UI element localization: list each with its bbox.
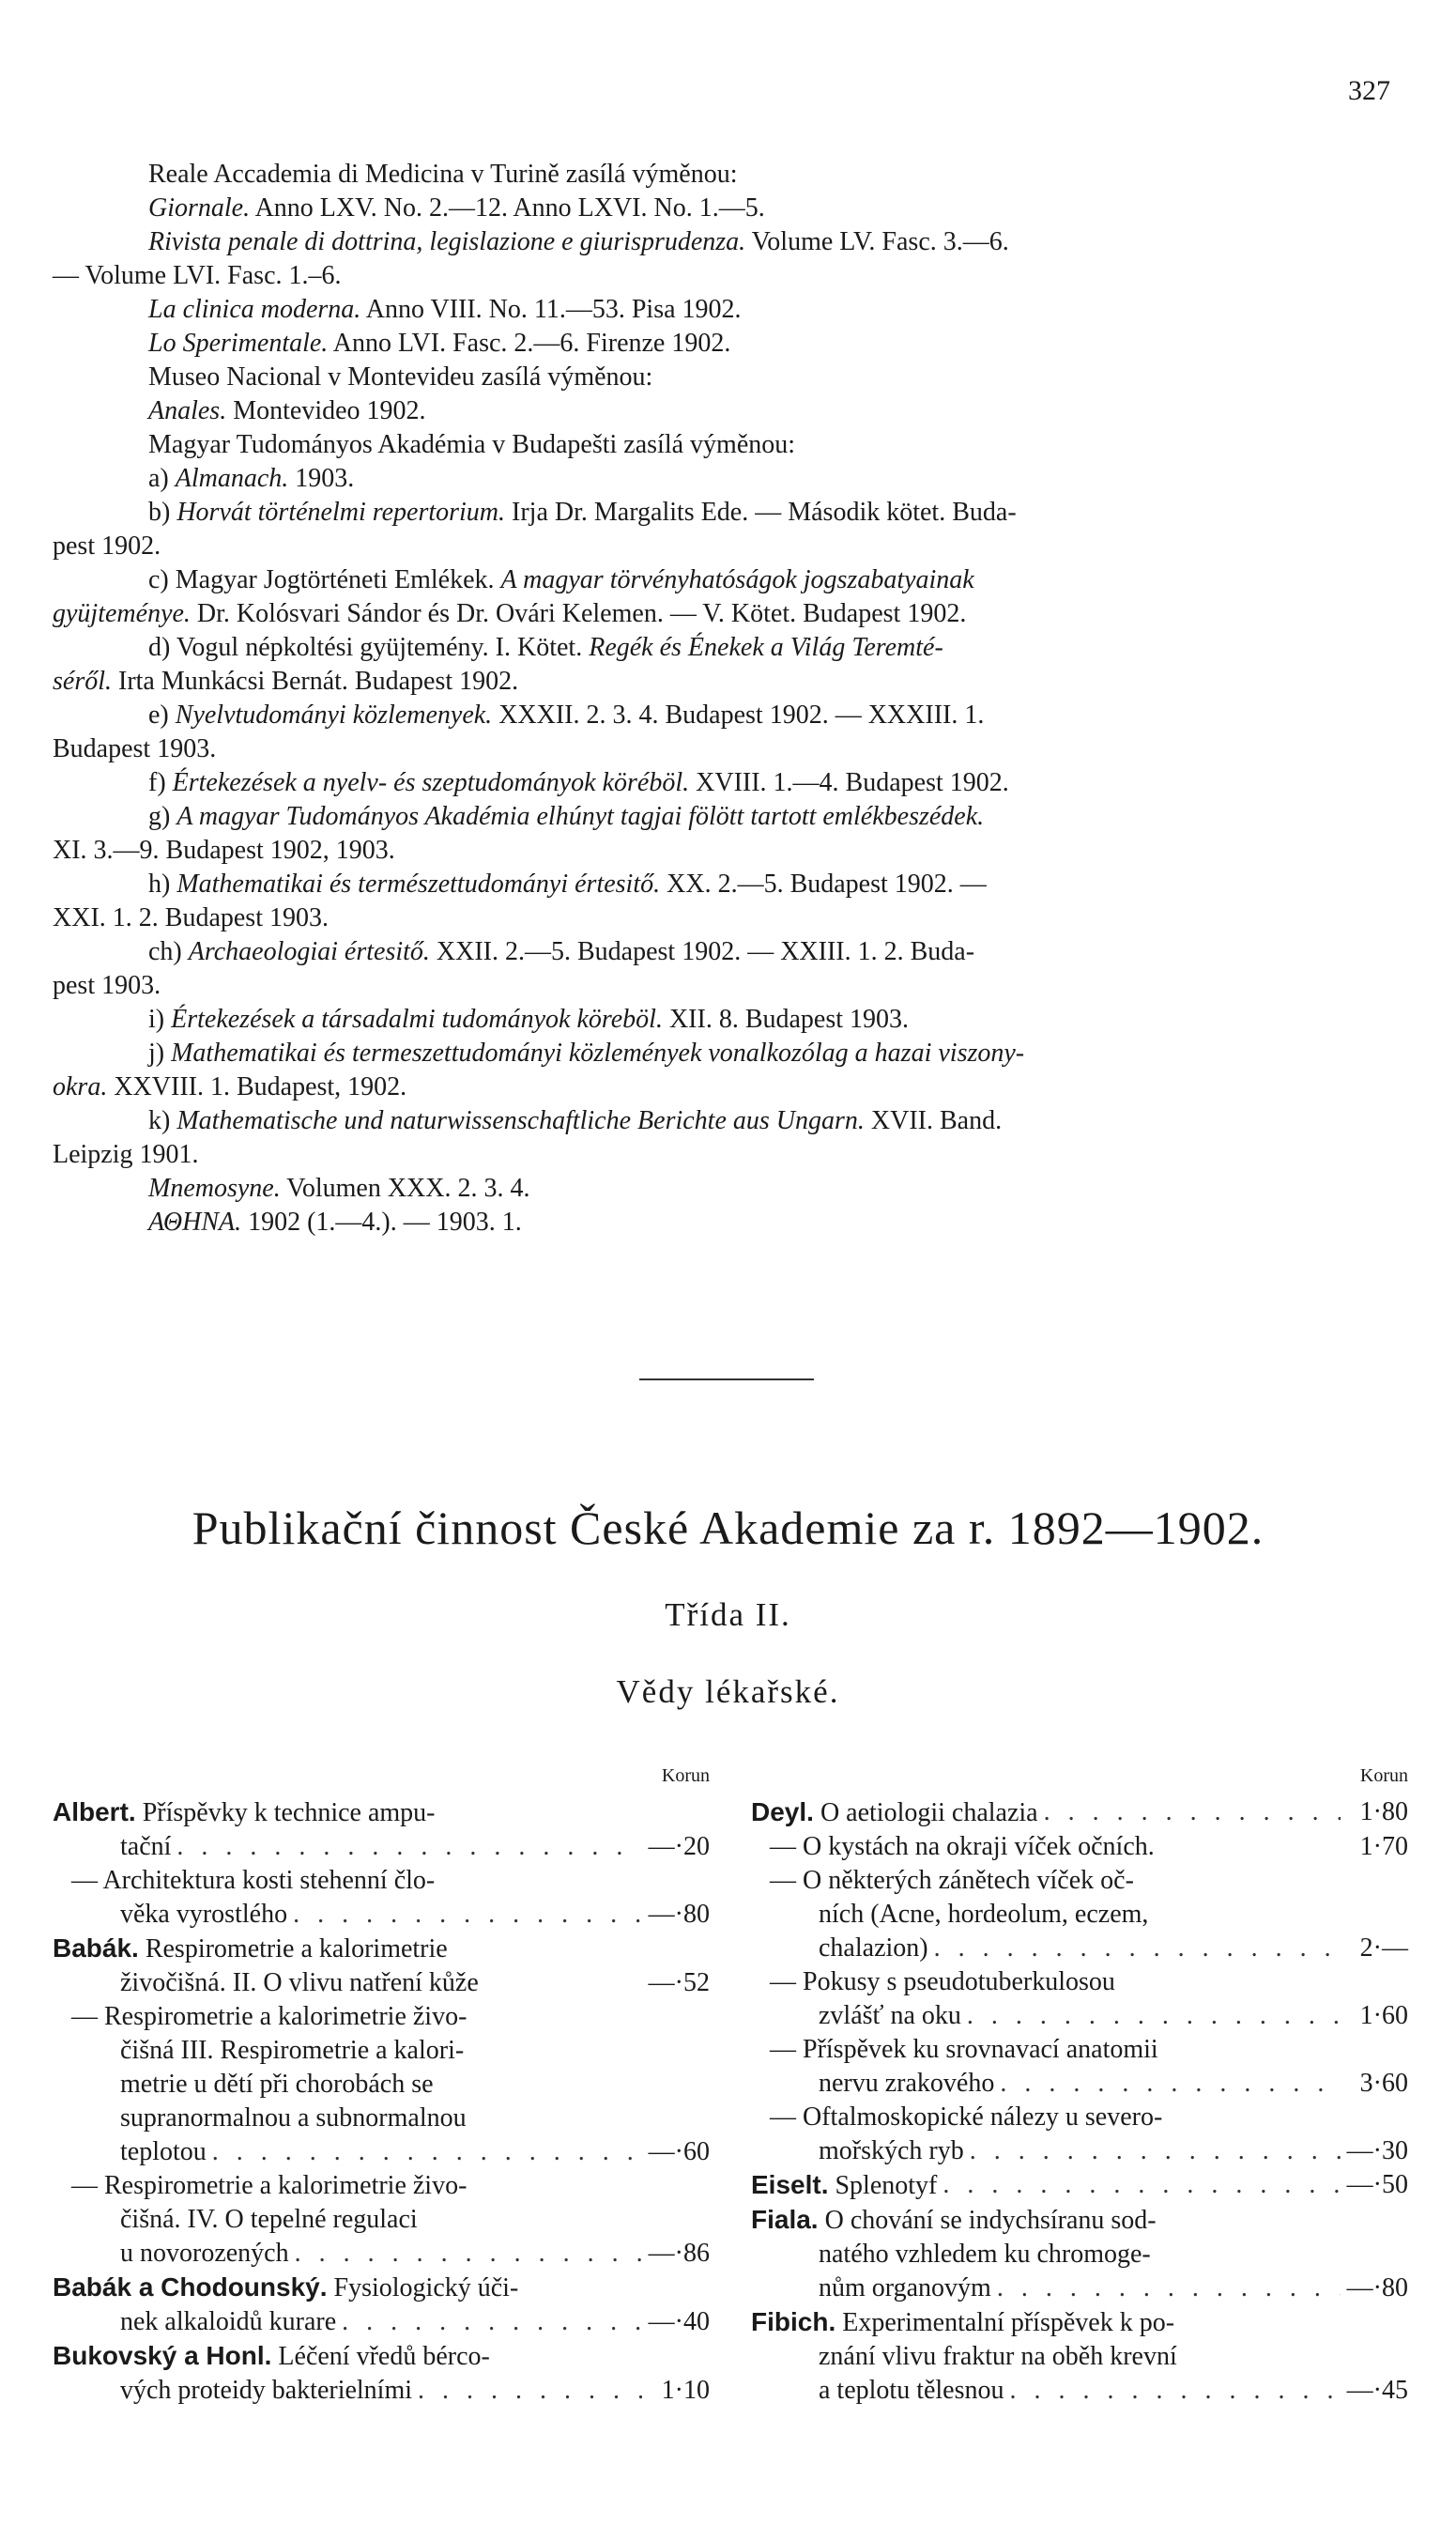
currency-header: Korun [661, 1765, 710, 1786]
exchange-list [53, 158, 1404, 1240]
publication-name: Mathematische und naturwissenschaftliche Berichte aus Ungarn. [176, 1106, 865, 1135]
exchange-line [53, 901, 1404, 935]
exchange-line [53, 1070, 1404, 1104]
exchange-line [53, 1104, 1404, 1138]
exchange-line [53, 462, 1404, 496]
publication-name: okra. [53, 1072, 108, 1101]
exchange-text: Leipzig 1901. [53, 1140, 199, 1169]
entry-price: —·45 [1346, 2376, 1408, 2405]
entry-line [751, 2134, 1408, 2168]
exchange-text: Irja Dr. Margalits Ede. — Második kötet. Buda- [505, 498, 1017, 527]
entry-text: nervu zrakového [819, 2069, 995, 2098]
exchange-line [53, 225, 1404, 259]
publication-name: gyüjteménye. [53, 599, 191, 628]
entry-text: a teplotu tělesnou [819, 2376, 1004, 2405]
entry-text: nům organovým [819, 2273, 991, 2302]
entry-line [751, 2272, 1408, 2305]
publication-entry [751, 2203, 1408, 2305]
entry-line [53, 2339, 710, 2374]
currency-header: Korun [1359, 1765, 1408, 1786]
exchange-line [53, 969, 1404, 1003]
section-title: Vědy lékařské. [616, 1673, 840, 1710]
entry-line [751, 2067, 1408, 2101]
dot-leader [412, 2374, 642, 2408]
exchange-text: XXII. 2.—5. Budapest 1902. — XXIII. 1. 2. Buda- [429, 937, 975, 966]
entry-line [751, 2168, 1408, 2203]
publication-name: Értekezések a társadalmi tudományok köreböl. [171, 1005, 663, 1034]
publication-name: Értekezések a nyelv- és szeptudományok köréböl. [172, 768, 690, 797]
entry-line [53, 1795, 710, 1830]
entry-text: ních (Acne, hordeolum, eczem, [819, 1900, 1149, 1929]
entry-line [751, 2374, 1408, 2408]
exchange-line [53, 1206, 1404, 1240]
exchange-line [53, 293, 1404, 327]
entry-line [751, 1795, 1408, 1830]
entry-line [53, 1864, 710, 1898]
dot-leader [1038, 1795, 1341, 1830]
entry-price: —·60 [648, 2137, 710, 2166]
exchange-text: XVII. Band. [864, 1106, 1003, 1135]
dot-leader [1004, 2374, 1341, 2408]
publication-entry [751, 1795, 1408, 1830]
publication-name: Rivista penale di dottrina, legislazione e giurisprudenza. [148, 227, 746, 256]
entry-text: chalazion) [819, 1933, 928, 1963]
entry-text: Fibich. Experimentalní příspěvek k po- [751, 2307, 1175, 2337]
dot-leader [287, 1898, 642, 1932]
dot-leader [961, 1999, 1341, 2033]
exchange-text: Magyar Tudományos Akadémia v Budapešti zasílá výměnou: [148, 430, 796, 459]
entry-text: Fiala. O chování se indychsíranu sod- [751, 2205, 1157, 2235]
publication-name: Almanach. [175, 464, 289, 493]
exchange-text: Volumen XXX. 2. 3. 4. [280, 1174, 530, 1203]
entry-line [751, 2033, 1408, 2067]
entry-price: 1·60 [1359, 2001, 1408, 2030]
entry-text: tační [120, 1832, 172, 1861]
exchange-text: j) [148, 1039, 172, 1068]
entry-text: — O některých zánětech víček oč- [770, 1866, 1134, 1895]
entry-price: —·20 [648, 1832, 710, 1861]
entry-text: — O kystách na okraji víček očních. [770, 1832, 1155, 1861]
publication-entry [53, 1864, 710, 1932]
entry-line [751, 1864, 1408, 1898]
entry-text: teplotou [120, 2137, 207, 2166]
page-number: 327 [1348, 75, 1390, 106]
exchange-line [53, 563, 1404, 597]
publication-entry [751, 2168, 1408, 2203]
entry-author: Eiselt. [751, 2170, 829, 2199]
entry-author: Fibich. [751, 2307, 836, 2336]
entry-line [751, 2305, 1408, 2340]
entry-line [53, 2169, 710, 2203]
publication-entry [53, 1795, 710, 1864]
entry-text: Deyl. O aetiologii chalazia [751, 1797, 1038, 1827]
dot-leader [289, 2237, 642, 2271]
exchange-text: e) [148, 701, 176, 730]
exchange-line [53, 394, 1404, 428]
exchange-line [53, 868, 1404, 901]
publication-name: Lo Sperimentale. [148, 329, 329, 358]
dot-leader [171, 1830, 642, 1864]
entry-line [53, 1830, 710, 1864]
publication-name: Mathematikai és termeszettudományi közlemények vonalkozólag a hazai viszony- [171, 1039, 1025, 1068]
entry-text: nek alkaloidů kurare [120, 2307, 337, 2336]
exchange-text: Volume LV. Fasc. 3.—6. [745, 227, 1009, 256]
exchange-text: Budapest 1903. [53, 734, 217, 763]
entry-line [53, 2068, 710, 2102]
exchange-text: Museo Nacional v Montevideu zasílá výměnou: [148, 362, 653, 392]
dot-leader [991, 2272, 1341, 2305]
section-divider [639, 1378, 814, 1380]
entry-line [751, 1830, 1408, 1864]
entry-price: 1·80 [1359, 1797, 1408, 1826]
entry-line [751, 1999, 1408, 2033]
entry-text: — Oftalmoskopické nálezy u severo- [770, 2102, 1163, 2132]
exchange-text: XXVIII. 1. Budapest, 1902. [107, 1072, 407, 1101]
entry-text: Albert. Příspěvky k technice ampu- [53, 1797, 436, 1827]
entry-line [53, 2203, 710, 2237]
dot-leader [964, 2134, 1341, 2168]
exchange-line [53, 530, 1404, 563]
publication-name: séről. [53, 667, 112, 696]
entry-line [53, 2374, 710, 2408]
entry-price: —·52 [648, 1968, 710, 1997]
entry-price: —·50 [1346, 2170, 1408, 2199]
entry-text: čišná III. Respirometrie a kalori- [120, 2036, 465, 2065]
dot-leader [928, 1932, 1341, 1965]
publication-name: Horvát történelmi repertorium. [176, 498, 506, 527]
entry-line [751, 2101, 1408, 2134]
entry-price: 1·10 [661, 2376, 710, 2405]
entry-price: 2·— [1359, 1933, 1408, 1963]
exchange-line [53, 597, 1404, 631]
exchange-text: ch) [148, 937, 189, 966]
entry-line [751, 2340, 1408, 2374]
entry-line [53, 1898, 710, 1932]
entry-text: supranormalnou a subnormalnou [120, 2103, 467, 2133]
entry-line [751, 1965, 1408, 1999]
publication-entry [53, 2339, 710, 2408]
exchange-line [53, 699, 1404, 732]
publication-name: A magyar törvényhatóságok jogszabatyainak [500, 565, 974, 594]
publication-entry [53, 1932, 710, 2000]
publication-name: Anales. [148, 396, 227, 425]
publication-name: Regék és Énekek a Világ Teremté- [589, 633, 943, 662]
entry-author: Babák. [53, 1933, 139, 1963]
publication-entry [751, 2305, 1408, 2408]
entry-text: znání vlivu fraktur na oběh krevní [819, 2342, 1177, 2371]
exchange-line [53, 1172, 1404, 1206]
entry-text: natého vzhledem ku chromoge- [819, 2240, 1151, 2269]
exchange-text: i) [148, 1005, 172, 1034]
exchange-line [53, 192, 1404, 225]
entry-price: —·80 [648, 1900, 710, 1929]
exchange-line [53, 1037, 1404, 1070]
exchange-text: pest 1903. [53, 971, 161, 1000]
exchange-text: c) Magyar Jogtörténeti Emlékek. [148, 565, 501, 594]
class-title: Třída II. [665, 1596, 791, 1633]
entry-text: živočišná. II. O vlivu natření kůže [120, 1968, 479, 1997]
publication-name: Nyelvtudományi közlemenyek. [175, 701, 493, 730]
entry-text: Bukovský a Honl. Léčení vředů bérco- [53, 2341, 490, 2371]
entry-text: — Architektura kosti stehenní člo- [71, 1866, 436, 1895]
exchange-line [53, 935, 1404, 969]
exchange-line [53, 665, 1404, 699]
exchange-line [53, 361, 1404, 394]
exchange-line [53, 766, 1404, 800]
dot-leader [937, 2168, 1341, 2203]
publication-name: La clinica moderna. [148, 295, 361, 324]
entry-text: — Respirometrie a kalorimetrie živo- [71, 2002, 467, 2031]
exchange-text: b) [148, 498, 177, 527]
dot-leader [336, 2305, 642, 2339]
exchange-text: Anno LVI. Fasc. 2.—6. Firenze 1902. [328, 329, 731, 358]
publication-entry [53, 2271, 710, 2339]
dot-leader [207, 2135, 642, 2169]
exchange-text: h) [148, 870, 177, 899]
publication-entry [751, 2101, 1408, 2168]
exchange-line [53, 1003, 1404, 1037]
entry-price: 3·60 [1359, 2069, 1408, 2098]
entry-line [53, 2271, 710, 2305]
entry-line [53, 2102, 710, 2135]
entry-text: mořských ryb [819, 2136, 964, 2165]
publication-name: ΑΘΗΝΑ. [148, 1208, 242, 1237]
entry-text: věka vyrostlého [120, 1900, 288, 1929]
exchange-line [53, 428, 1404, 462]
exchange-line [53, 327, 1404, 361]
exchange-text: — Volume LVI. Fasc. 1.–6. [53, 261, 342, 290]
publication-name: Mnemosyne. [148, 1174, 281, 1203]
publications-right-column [751, 1762, 1408, 2408]
exchange-line [53, 259, 1404, 293]
exchange-line [53, 800, 1404, 834]
entry-text: — Respirometrie a kalorimetrie živo- [71, 2171, 467, 2200]
entry-price: —·30 [1346, 2136, 1408, 2165]
exchange-text: f) [148, 768, 173, 797]
entry-price: 1·70 [1359, 1832, 1408, 1861]
entry-line [53, 2000, 710, 2034]
exchange-text: d) Vogul népkoltési gyüjtemény. I. Kötet. [148, 633, 590, 662]
exchange-text: 1902 (1.—4.). — 1903. 1. [241, 1208, 522, 1237]
exchange-line [53, 1138, 1404, 1172]
publication-entry [751, 1864, 1408, 1965]
exchange-text: pest 1902. [53, 531, 161, 561]
entry-line [53, 2135, 710, 2169]
exchange-text: Dr. Kolósvari Sándor és Dr. Ovári Kelemen. — V. Kötet. Budapest 1902. [190, 599, 967, 628]
entry-line [53, 1932, 710, 1966]
exchange-text: Irta Munkácsi Bernát. Budapest 1902. [112, 667, 519, 696]
publication-entry [751, 1830, 1408, 1864]
publication-entry [53, 2169, 710, 2271]
publication-name: A magyar Tudományos Akadémia elhúnyt tagjai fölött tartott emlékbeszédek. [176, 802, 985, 831]
entry-author: Babák a Chodounský. [53, 2272, 328, 2302]
exchange-text: Montevideo 1902. [226, 396, 426, 425]
exchange-text: 1903. [288, 464, 355, 493]
entry-line [751, 1898, 1408, 1932]
entry-line [53, 1966, 710, 2000]
exchange-text: g) [148, 802, 177, 831]
entry-text: vých proteidy bakterielními [120, 2376, 413, 2405]
exchange-text: a) [148, 464, 176, 493]
publication-entry [53, 2000, 710, 2169]
exchange-line [53, 158, 1404, 192]
exchange-text: XX. 2.—5. Budapest 1902. — [660, 870, 987, 899]
exchange-line [53, 631, 1404, 665]
publications-left-column [53, 1762, 710, 2408]
entry-text: Babák. Respirometrie a kalorimetrie [53, 1933, 448, 1964]
entry-line [53, 2237, 710, 2271]
exchange-text: XVIII. 1.—4. Budapest 1902. [689, 768, 1009, 797]
entry-text: — Pokusy s pseudotuberkulosou [770, 1967, 1115, 1996]
entry-price: —·80 [1346, 2273, 1408, 2302]
entry-line [751, 2203, 1408, 2238]
entry-text: čišná. IV. O tepelné regulaci [120, 2205, 418, 2234]
exchange-text: XI. 3.—9. Budapest 1902, 1903. [53, 836, 395, 865]
publication-name: Mathematikai és természettudományi értesitő. [176, 870, 661, 899]
publication-entry [751, 1965, 1408, 2033]
dot-leader [994, 2067, 1341, 2101]
exchange-text: Reale Accademia di Medicina v Turině zasílá výměnou: [148, 160, 738, 189]
entry-author: Fiala. [751, 2205, 819, 2234]
exchange-text: k) [148, 1106, 177, 1135]
entry-line [53, 2034, 710, 2068]
entry-text: zvlášť na oku [819, 2001, 961, 2030]
entry-line [751, 1932, 1408, 1965]
entry-line [53, 2305, 710, 2339]
exchange-text: Anno LXV. No. 2.—12. Anno LXVI. No. 1.—5. [250, 193, 765, 223]
exchange-text: XXI. 1. 2. Budapest 1903. [53, 903, 329, 932]
exchange-text: XXXII. 2. 3. 4. Budapest 1902. — XXXIII. 1. [492, 701, 985, 730]
publication-title: Publikační činnost České Akademie za r. 1892—1902. [192, 1502, 1264, 1554]
entry-text: metrie u dětí při chorobách se [120, 2070, 434, 2099]
entry-price: —·40 [648, 2307, 710, 2336]
entry-author: Bukovský a Honl. [53, 2341, 272, 2370]
exchange-line [53, 834, 1404, 868]
entry-text: Eiselt. Splenotyf [751, 2170, 938, 2200]
publication-entry [751, 2033, 1408, 2101]
exchange-line [53, 496, 1404, 530]
entry-line [751, 2238, 1408, 2272]
entry-author: Albert. [53, 1797, 136, 1826]
exchange-text: XII. 8. Budapest 1903. [662, 1005, 910, 1034]
entry-text: — Příspěvek ku srovnavací anatomii [770, 2035, 1158, 2064]
entry-text: u novorozených [120, 2239, 289, 2268]
exchange-line [53, 732, 1404, 766]
entry-price: —·86 [648, 2239, 710, 2268]
entry-author: Deyl. [751, 1797, 814, 1826]
publication-name: Giornale. [148, 193, 251, 223]
entry-text: Babák a Chodounský. Fysiologický úči- [53, 2272, 519, 2302]
publication-name: Archaeologiai értesitő. [188, 937, 430, 966]
exchange-text: Anno VIII. No. 11.—53. Pisa 1902. [360, 295, 742, 324]
